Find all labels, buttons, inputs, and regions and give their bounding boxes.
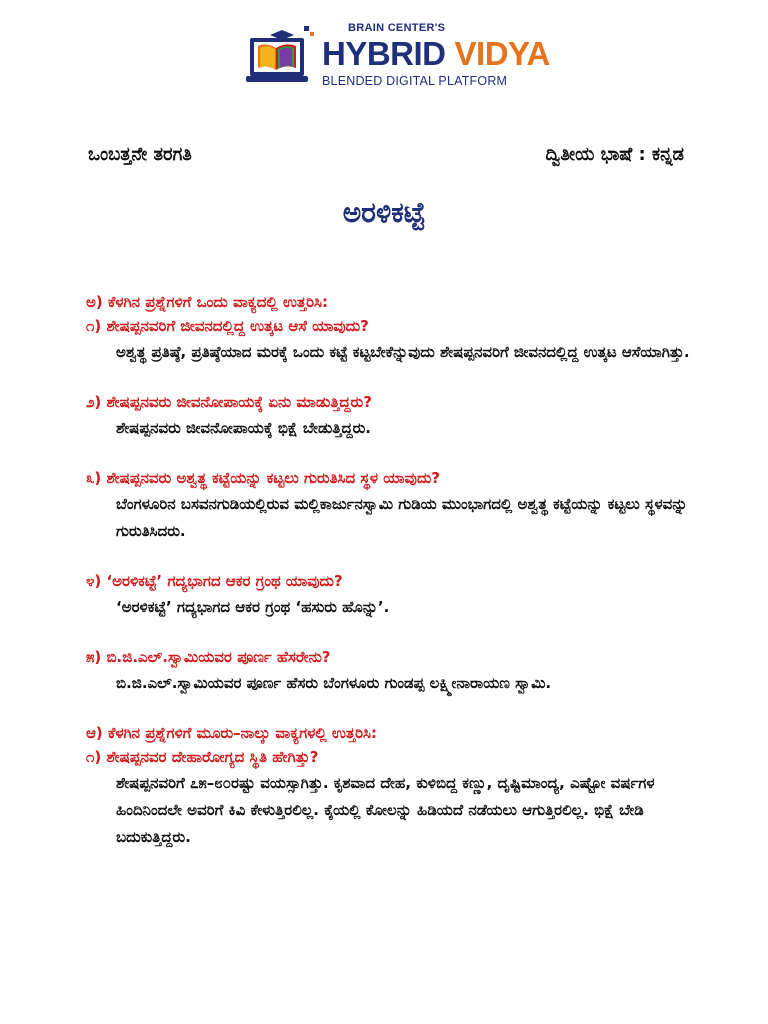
answer-text: ಶೇಷಪ್ಪನವರಿಗೆ ೭೫–೮೦ರಷ್ಟು ವಯಸ್ಸಾಗಿತ್ತು. ಕೃಶವಾದ ದೇಹ, ಕುಳಿಬಿದ್ದ ಕಣ್ಣು, ದೃಷ್ಟಿಮಾಂದ್ಯ, ಎಷ್ಟೋ ವರ್ಷಗಳ ಹಿಂದಿನಿಂದಲೇ ಅವರಿಗೆ ಕಿವಿ ಕೇಳುತ್ತಿರಲಿಲ್ಲ. ಕೈಯಲ್ಲಿ ಕೋಲನ್ನು ಹಿಡಿಯದೆ ನಡೆಯಲು ಆಗುತ್ತಿರಲಿಲ್ಲ. ಭಿಕ್ಷೆ ಬೇಡಿ ಬದುಕುತ್ತಿದ್ದರು.	[116, 774, 655, 846]
section-heading: ಅ) ಕೆಳಗಿನ ಪ್ರಶ್ನೆಗಳಿಗೆ ಒಂದು ವಾಕ್ಯದಲ್ಲಿ ಉತ್ತರಿಸಿ:	[86, 293, 328, 311]
question-answer-block	[86, 466, 696, 545]
worksheet-content	[86, 290, 696, 875]
subject-label: ದ್ವಿತೀಯ ಭಾಷೆ : ಕನ್ನಡ	[545, 144, 684, 165]
logo-brand-main	[322, 36, 550, 72]
question-answer-block	[86, 314, 696, 366]
question-text: ೧) ಶೇಷಪ್ಪನವರಿಗೆ ಜೀವನದಲ್ಲಿದ್ದ ಉತ್ಕಟ ಆಸೆ ಯಾವುದು?	[86, 317, 369, 335]
logo-wordmark	[320, 16, 550, 96]
logo-brand-top: BRAIN CENTER'S	[348, 22, 446, 34]
section-one-sentence	[86, 290, 696, 697]
question-text: ೨) ಶೇಷಪ್ಪನವರು ಜೀವನೋಪಾಯಕ್ಕೆ ಏನು ಮಾಡುತ್ತಿದ್ದರು?	[86, 393, 372, 411]
question-text: ೩) ಶೇಷಪ್ಪನವರು ಅಶ್ವತ್ಥ ಕಟ್ಟೆಯನ್ನು ಕಟ್ಟಲು ಗುರುತಿಸಿದ ಸ್ಥಳ ಯಾವುದು?	[86, 469, 440, 487]
section-heading: ಆ) ಕೆಳಗಿನ ಪ್ರಶ್ನೆಗಳಿಗೆ ಮೂರು–ನಾಲ್ಕು ವಾಕ್ಯಗಳಲ್ಲಿ ಉತ್ತರಿಸಿ:	[86, 724, 377, 742]
question-text: ೧) ಶೇಷಪ್ಪನವರ ದೇಹಾರೋಗ್ಯದ ಸ್ಥಿತಿ ಹೇಗಿತ್ತು?	[86, 748, 319, 766]
question-text: ೪) ‘ಅರಳಿಕಟ್ಟೆ’ ಗದ್ಯಭಾಗದ ಆಕರ ಗ್ರಂಥ ಯಾವುದು?	[86, 572, 343, 590]
logo-vidya-word: VIDYA	[454, 35, 550, 72]
question-text: ೫) ಬಿ.ಜಿ.ಎಲ್.ಸ್ವಾಮಿಯವರ ಪೂರ್ಣ ಹೆಸರೇನು?	[86, 648, 331, 666]
question-answer-block	[86, 745, 696, 851]
question-answer-block	[86, 390, 696, 442]
section-three-four-sentences	[86, 721, 696, 851]
page-title: ಅರಳಿಕಟ್ಟೆ	[342, 196, 426, 229]
answer-text: ಶೇಷಪ್ಪನವರು ಜೀವನೋಪಾಯಕ್ಕೆ ಭಿಕ್ಷೆ ಬೇಡುತ್ತಿದ್ದರು.	[116, 419, 371, 437]
answer-text: ಬೆಂಗಳೂರಿನ ಬಸವನಗುಡಿಯಲ್ಲಿರುವ ಮಲ್ಲಿಕಾರ್ಜುನಸ್ವಾಮಿ ಗುಡಿಯ ಮುಂಭಾಗದಲ್ಲಿ ಅಶ್ವತ್ಥ ಕಟ್ಟೆಯನ್ನು ಕಟ್ಟಲು ಸ್ಥಳವನ್ನು ಗುರುತಿಸಿದರು.	[116, 495, 688, 540]
question-answer-block	[86, 569, 696, 621]
answer-text: ಬಿ.ಜಿ.ಎಲ್.ಸ್ವಾಮಿಯವರ ಪೂರ್ಣ ಹೆಸರು ಬೆಂಗಳೂರು ಗುಂಡಪ್ಪ ಲಕ್ಷ್ಮೀನಾರಾಯಣ ಸ್ವಾಮಿ.	[116, 674, 552, 692]
class-label: ಒಂಬತ್ತನೇ ತರಗತಿ	[88, 144, 192, 165]
hybrid-vidya-logo	[246, 16, 550, 96]
logo-tagline: BLENDED DIGITAL PLATFORM	[322, 74, 508, 88]
answer-text: ‘ಅರಳಿಕಟ್ಟೆ’ ಗದ್ಯಭಾಗದ ಆಕರ ಗ್ರಂಥ ‘ಹಸುರು ಹೊನ್ನು’.	[116, 598, 390, 616]
answer-text: ಅಶ್ವತ್ಥ ಪ್ರತಿಷ್ಠೆ, ಪ್ರತಿಷ್ಠೆಯಾದ ಮರಕ್ಕೆ ಒಂದು ಕಟ್ಟೆ ಕಟ್ಟಬೇಕೆನ್ನುವುದು ಶೇಷಪ್ಪನವರಿಗೆ ಜೀವನದಲ್ಲಿದ್ದ ಉತ್ಕಟ ಆಸೆಯಾಗಿತ್ತು.	[116, 343, 690, 361]
question-answer-block	[86, 645, 696, 697]
book-laptop-logo-icon	[246, 24, 318, 86]
logo-hybrid-word: HYBRID	[322, 35, 446, 72]
